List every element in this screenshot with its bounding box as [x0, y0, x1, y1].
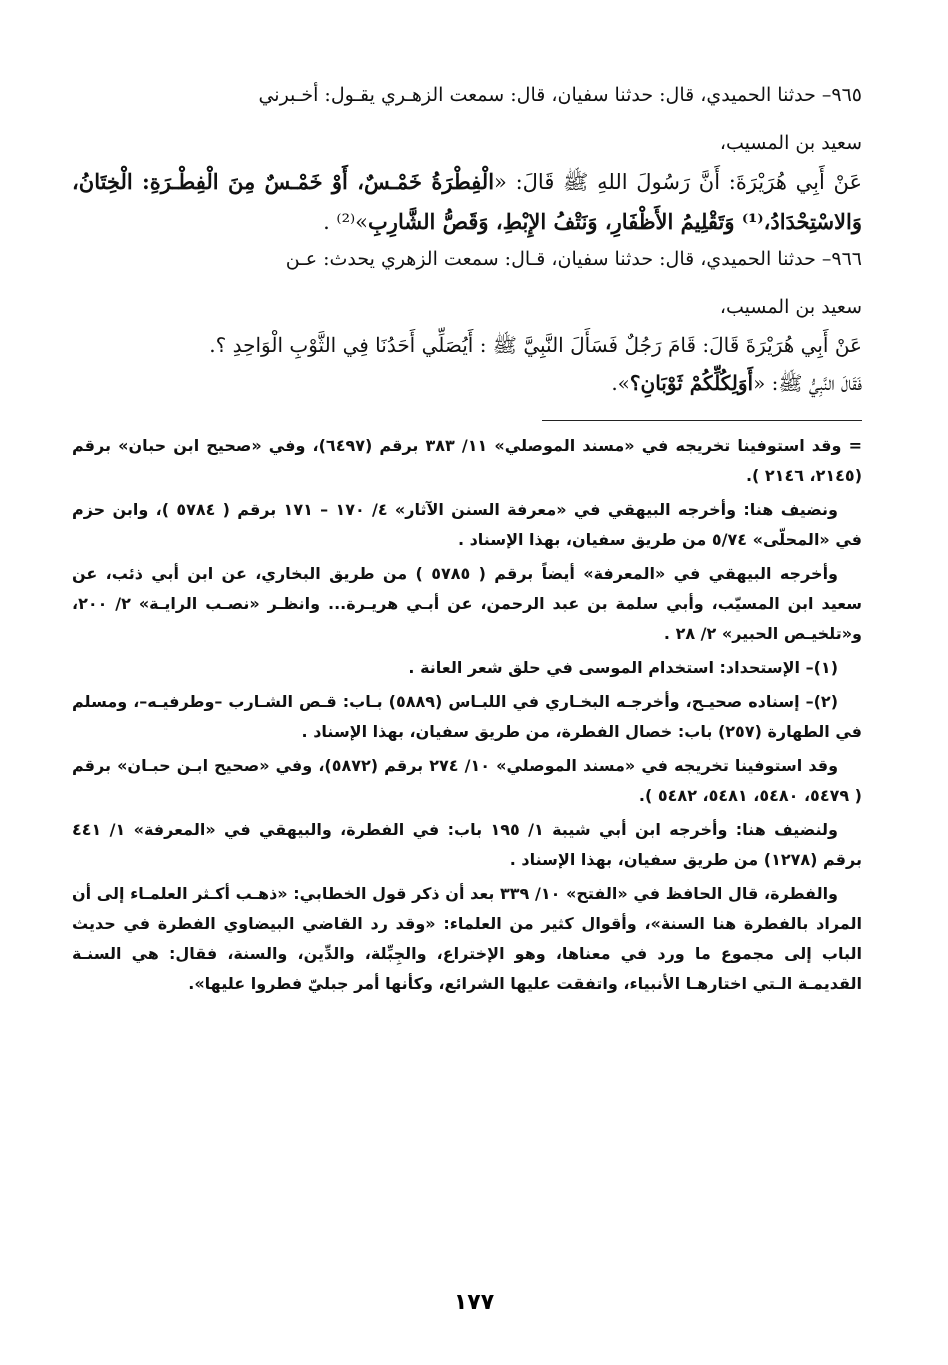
- footnote-addition-2: وأخرجه البيهقي في «المعرفة» أيضاً برقم ( ٥٧٨٥ ) من طريق البخاري، عن ابن أبي ذئب، عن سعيد ابن المسيّب، وأبي سلمة بن عبد الرحمن، عن أبـي هريـرة... وانظـر «نصـب الرايـة» ٢/ ٢٠٠، و«تلخيـص الحبير» ٢/ ٢٨ .: [72, 564, 863, 643]
- hadith-965-matn-close: »⁽²⁾ .: [323, 210, 369, 234]
- hadith-965-chain-end: سعيد بن المسيب،: [719, 132, 862, 154]
- footnotes: [72, 431, 862, 999]
- footnote-continuation: = وقد استوفينا تخريجه في «مسند الموصلي» ١١/ ٣٨٣ برقم (٦٤٩٧)، وفي «صحيح ابن حبان» برقم (٢١٤٥، ٢١٤٦ ).: [72, 436, 862, 485]
- footnote-2: (٢)– إسناده صحيـح، وأخرجـه البخـاري في اللبـاس (٥٨٨٩) بـاب: قـص الشـارب –وطرفيـه–، ومسلم في الطهارة (٢٥٧) باب: خصال الفطرة، من طريق سفيان، بهذا الإسناد .: [72, 692, 862, 741]
- footnote-2-addition: ولنضيف هنا: وأخرجه ابن أبي شيبة ١/ ١٩٥ باب: في الفطرة، والبيهقي في «المعرفة» ١/ ٤٤١ برقم (١٢٧٨) من طريق سفيان، بهذا الإسناد .: [72, 820, 862, 869]
- hadith-966-answer-close: ».: [611, 371, 630, 395]
- hadith-966-matn-line1: [72, 326, 862, 364]
- main-text: [72, 78, 862, 402]
- hadith-966-matn-line2: [72, 364, 862, 402]
- footnote-divider: [542, 420, 862, 421]
- hadith-966-chain-end: سعيد بن المسيب،: [719, 296, 862, 318]
- hadith-966-question: عَنْ أَبِي هُرَيْرَةَ قَالَ: قَامَ رَجُلٌ فَسَأَلَ النَّبِيَّ ﷺ : أَيُصَلِّي أَحَدُنَا فِي الثَّوْبِ الْوَاحِدِ ؟.: [209, 333, 862, 357]
- page-number: ١٧٧: [453, 1290, 495, 1315]
- hadith-965-chain: ٩٦٥– حدثنا الحميدي، قال: حدثنا سفيان، قال: سمعت الزهـري يقـول: أخـبرني: [258, 84, 862, 106]
- footnote-2-takhrij: وقد استوفينا تخريجه في «مسند الموصلي» ١٠/ ٢٧٤ برقم (٥٨٧٢)، وفي «صحيح ابـن حبـان» برقم ( ٥٤٧٩، ٥٤٨٠، ٥٤٨١، ٥٤٨٢ ).: [72, 756, 862, 805]
- hadith-966-answer-body: أَوَلِكُلِّكُمْ ثَوْبَانِ؟: [629, 371, 754, 395]
- hadith-965-matn-intro: عَنْ أَبِي هُرَيْرَةَ: أَنَّ رَسُولَ اللهِ ﷺ قَالَ: «: [494, 170, 862, 194]
- hadith-965-matn-body: الْفِطْرَةُ خَمْـسٌ، أَوْ خَمْـسٌ مِنَ الْفِطْـرَةِ: الْخِتَانُ، وَالاسْتِحْدَادُ،⁽¹⁾ وَتَقْلِيمُ الأَظْفَارِ، وَنَتْفُ الإِبْطِ، وَقَصُّ الشَّارِبِ: [72, 169, 862, 234]
- hadith-966-chain: ٩٦٦– حدثنا الحميدي، قال: حدثنا سفيان، قـال: سمعت الزهري يحدث: عـن: [285, 248, 862, 270]
- hadith-965-matn: [72, 162, 862, 242]
- footnote-1: (١)– الإستحداد: استخدام الموسى في حلق شعر العانة .: [408, 658, 838, 677]
- footnote-addition-1: ونضيف هنا: وأخرجه البيهقي في «معرفة السنن الآثار» ٤/ ١٧٠ – ١٧١ برقم ( ٥٧٨٤ )، وابن حزم في «المحلّى» ٥/٧٤ من طريق سفيان، بهذا الإسناد .: [72, 500, 862, 549]
- footnote-2-fitra: والفطرة، قال الحافظ في «الفتح» ١٠/ ٣٣٩ بعد أن ذكر قول الخطابي: «ذهـب أكـثر العلمـاء إلى أن المراد بالفطرة هنا السنة»، وأقوال كثير من العلماء: «وقد رد القاضي البيضاوي الفطرة في حديث الباب إلى مجموع ما ورد في معناها، وهو الإختراع، والجِبِّلة، والدِّين، والسنة، فقال: هي السنـة القديمـة الـتي اختارهـا الأنبياء، واتفقت عليها الشرائع، وكأنها أمر جبليّ فطروا عليها».: [72, 884, 862, 993]
- hadith-966-answer-intro: فَقَالَ النَّبِيُّ ﷺ: «: [753, 371, 862, 395]
